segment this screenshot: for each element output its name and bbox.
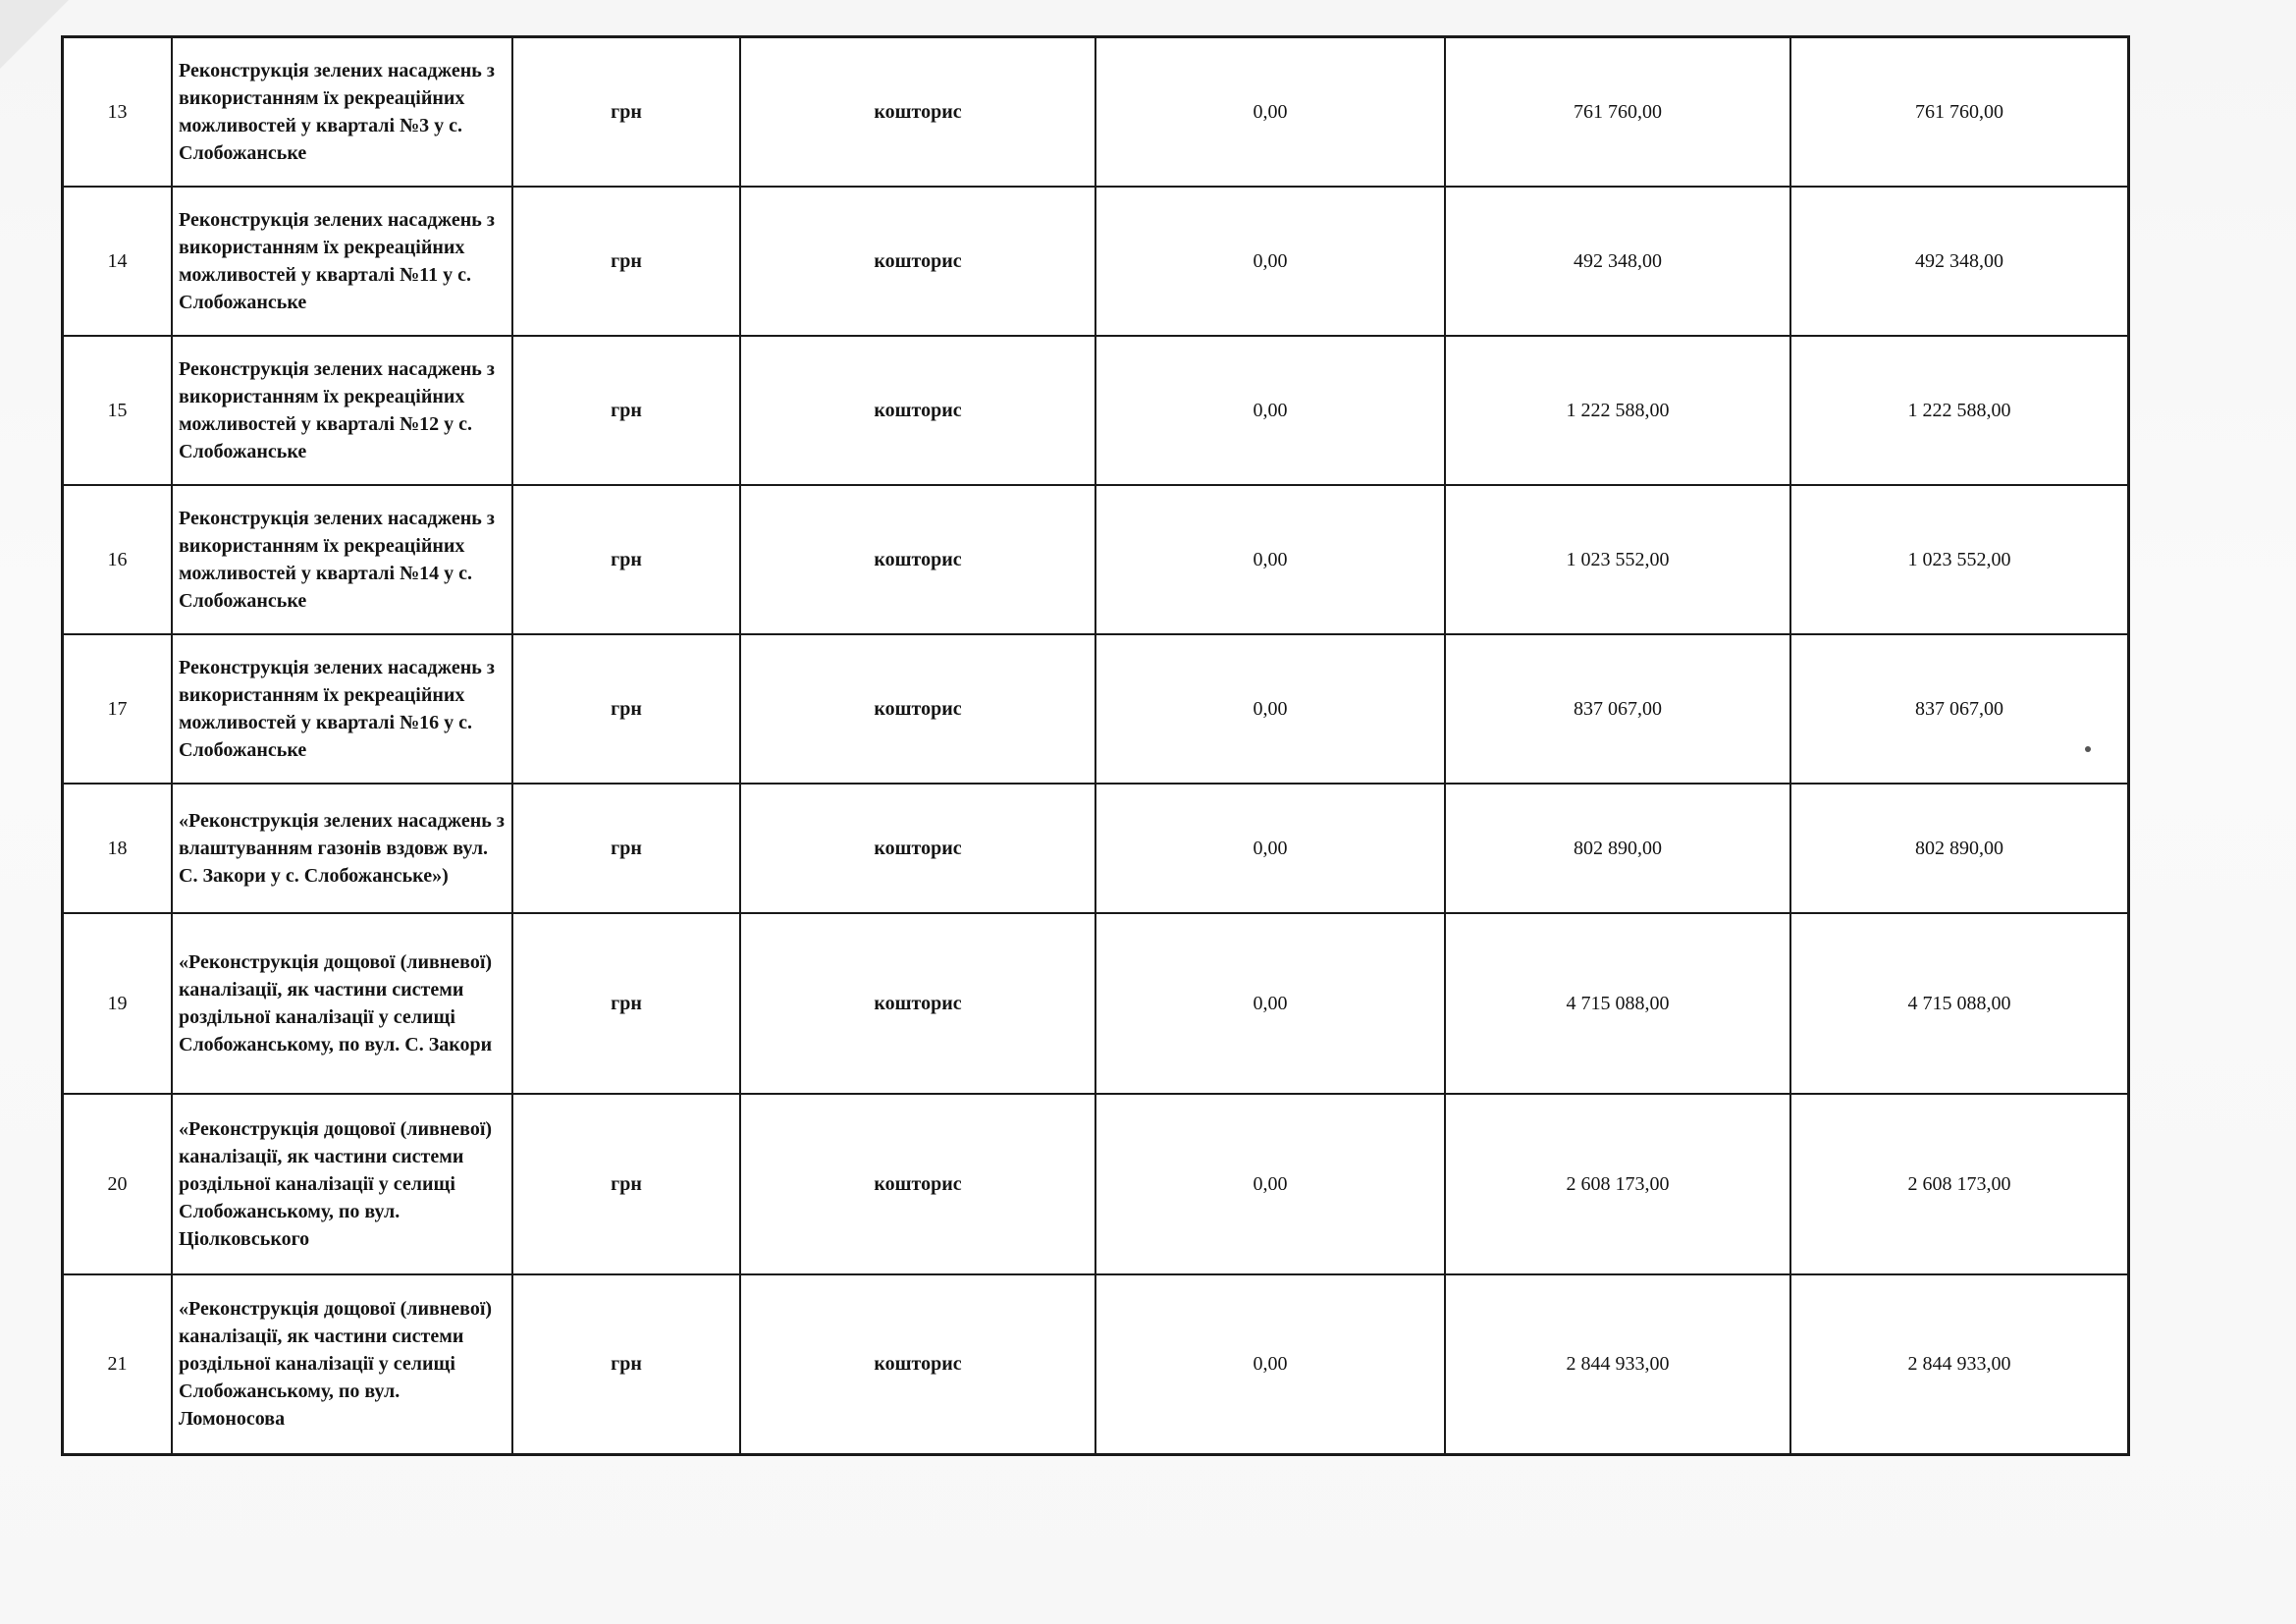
table-row [63,1274,2129,1455]
row-source: кошторис [740,1274,1095,1455]
row-value-1: 0,00 [1095,784,1445,913]
page-fold-corner [0,0,69,69]
row-source: кошторис [740,1094,1095,1274]
table-row [63,187,2129,336]
row-value-2: 2 608 173,00 [1445,1094,1790,1274]
table-row [63,913,2129,1094]
row-value-1: 0,00 [1095,634,1445,784]
row-source: кошторис [740,187,1095,336]
row-value-1: 0,00 [1095,485,1445,634]
row-value-2: 2 844 933,00 [1445,1274,1790,1455]
row-indicator-name: «Реконструкція дощової (ливневої) каналізації, як частини системи роздільної каналізації у селищі Слобожанському, по вул. С. Закори [172,913,512,1094]
row-value-3: 802 890,00 [1790,784,2129,913]
row-value-2: 802 890,00 [1445,784,1790,913]
row-unit: грн [512,336,740,485]
row-unit: грн [512,913,740,1094]
table-row [63,784,2129,913]
row-number: 15 [63,336,173,485]
row-number: 18 [63,784,173,913]
row-unit: грн [512,37,740,187]
row-indicator-name: «Реконструкція дощової (ливневої) каналізації, як частини системи роздільної каналізації у селищі Слобожанському, по вул. Ломоносова [172,1274,512,1455]
table-row [63,1094,2129,1274]
row-indicator-name: Реконструкція зелених насаджень з використанням їх рекреаційних можливостей у кварталі №14 у с. Слобожанське [172,485,512,634]
row-value-1: 0,00 [1095,37,1445,187]
row-unit: грн [512,784,740,913]
row-value-2: 1 222 588,00 [1445,336,1790,485]
row-number: 17 [63,634,173,784]
row-value-2: 837 067,00 [1445,634,1790,784]
row-unit: грн [512,485,740,634]
row-value-1: 0,00 [1095,913,1445,1094]
row-unit: грн [512,1094,740,1274]
row-value-3: 2 608 173,00 [1790,1094,2129,1274]
row-source: кошторис [740,485,1095,634]
row-unit: грн [512,634,740,784]
row-number: 19 [63,913,173,1094]
row-unit: грн [512,187,740,336]
row-value-3: 761 760,00 [1790,37,2129,187]
row-source: кошторис [740,634,1095,784]
row-number: 20 [63,1094,173,1274]
scan-speck [2085,746,2091,752]
indicators-table [61,35,2130,1456]
row-value-1: 0,00 [1095,1274,1445,1455]
table-row [63,37,2129,187]
row-value-2: 4 715 088,00 [1445,913,1790,1094]
row-indicator-name: Реконструкція зелених насаджень з використанням їх рекреаційних можливостей у кварталі №16 у с. Слобожанське [172,634,512,784]
row-number: 21 [63,1274,173,1455]
row-source: кошторис [740,913,1095,1094]
row-value-3: 4 715 088,00 [1790,913,2129,1094]
row-indicator-name: «Реконструкція зелених насаджень з влаштуванням газонів вздовж вул. С. Закори у с. Слобожанське») [172,784,512,913]
table-row [63,336,2129,485]
row-value-2: 761 760,00 [1445,37,1790,187]
row-number: 16 [63,485,173,634]
row-indicator-name: Реконструкція зелених насаджень з використанням їх рекреаційних можливостей у кварталі №11 у с. Слобожанське [172,187,512,336]
row-value-3: 2 844 933,00 [1790,1274,2129,1455]
row-value-2: 492 348,00 [1445,187,1790,336]
row-value-3: 837 067,00 [1790,634,2129,784]
row-source: кошторис [740,784,1095,913]
row-value-1: 0,00 [1095,336,1445,485]
row-source: кошторис [740,37,1095,187]
table-row [63,634,2129,784]
row-value-2: 1 023 552,00 [1445,485,1790,634]
row-indicator-name: Реконструкція зелених насаджень з використанням їх рекреаційних можливостей у кварталі №3 у с. Слобожанське [172,37,512,187]
row-value-3: 1 023 552,00 [1790,485,2129,634]
row-value-1: 0,00 [1095,187,1445,336]
row-indicator-name: Реконструкція зелених насаджень з використанням їх рекреаційних можливостей у кварталі №12 у с. Слобожанське [172,336,512,485]
row-unit: грн [512,1274,740,1455]
row-number: 13 [63,37,173,187]
row-source: кошторис [740,336,1095,485]
row-value-3: 492 348,00 [1790,187,2129,336]
row-value-3: 1 222 588,00 [1790,336,2129,485]
row-value-1: 0,00 [1095,1094,1445,1274]
table-row [63,485,2129,634]
row-indicator-name: «Реконструкція дощової (ливневої) каналізації, як частини системи роздільної каналізації у селищі Слобожанському, по вул. Ціолковського [172,1094,512,1274]
row-number: 14 [63,187,173,336]
